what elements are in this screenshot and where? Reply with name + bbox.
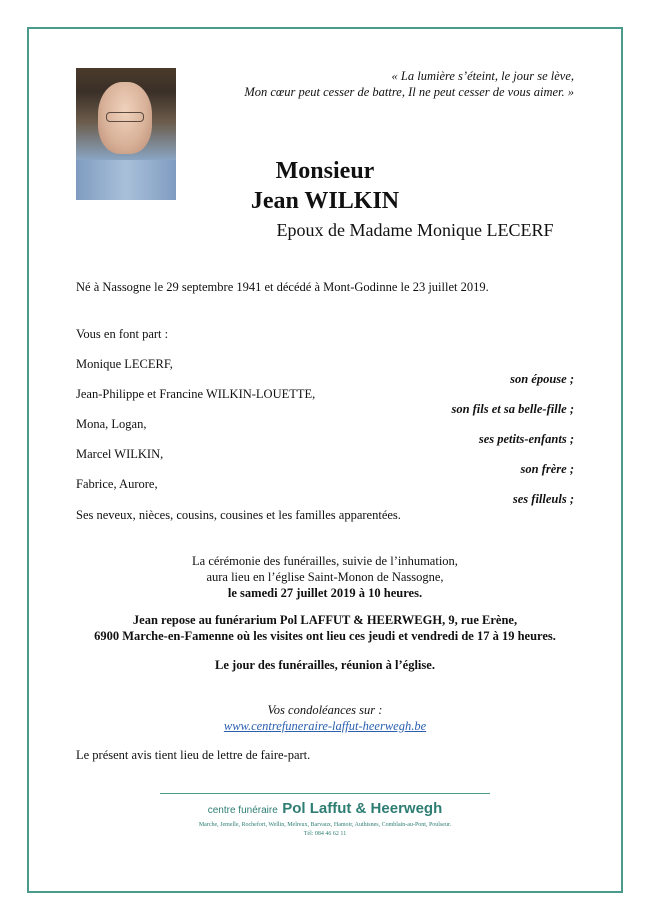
notice-line: Le présent avis tient lieu de lettre de faire-part. — [76, 748, 311, 762]
gathering-line: Le jour des funérailles, réunion à l’église. — [215, 658, 435, 672]
quote-line-1: « La lumière s’éteint, le jour se lève, — [391, 69, 574, 83]
ceremony-line-2: aura lieu en l’église Saint-Monon de Nassogne, — [206, 570, 444, 584]
footer-divider — [160, 793, 490, 794]
family-relation-5: ses filleuls ; — [512, 492, 574, 506]
family-relation-4: son frère ; — [520, 462, 574, 476]
footer-phone: Tél: 084 46 62 11 — [303, 831, 347, 837]
condolences-label: Vos condoléances sur : — [267, 703, 383, 717]
family-names-1: Monique LECERF, — [76, 357, 173, 371]
footer-towns: Marche, Jemelle, Rochefort, Wellin, Melreux, Barvaux, Hamoir, Authisnes, Comblain-au-Pont, Poulseur. — [198, 822, 452, 828]
spouse-line: Epoux de Madame Monique LECERF — [276, 220, 554, 240]
portrait-glasses — [106, 112, 144, 122]
family-names-4: Marcel WILKIN, — [76, 447, 164, 461]
family-relation-2: son fils et sa belle-fille ; — [451, 402, 574, 416]
birth-death-line: Né à Nassogne le 29 septembre 1941 et décédé à Mont-Godinne le 23 juillet 2019. — [76, 280, 489, 294]
visitation-line-1: Jean repose au funérarium Pol LAFFUT & HEERWEGH, 9, rue Erène, — [132, 613, 518, 627]
ceremony-date: le samedi 27 juillet 2019 à 10 heures. — [227, 586, 423, 600]
extended-family-line: Ses neveux, nièces, cousins, cousines et les familles apparentées. — [76, 508, 401, 522]
family-names-2: Jean-Philippe et Francine WILKIN-LOUETTE, — [76, 387, 316, 401]
family-names-5: Fabrice, Aurore, — [76, 477, 158, 491]
quote-line-2: Mon cœur peut cesser de battre, Il ne peut cesser de vous aimer. » — [244, 85, 574, 99]
deceased-name: Jean WILKIN — [250, 188, 400, 214]
family-names-3: Mona, Logan, — [76, 417, 147, 431]
announcement-intro: Vous en font part : — [76, 327, 169, 341]
condolences-link-row — [0, 718, 650, 734]
family-relation-1: son épouse ; — [510, 372, 574, 386]
footer-brand-name: Pol Laffut & Heerwegh — [282, 800, 443, 817]
ceremony-line-1: La cérémonie des funérailles, suivie de l’inhumation, — [192, 554, 458, 568]
family-relation-3: ses petits-enfants ; — [478, 432, 574, 446]
footer-logo — [0, 800, 650, 818]
condolences-link[interactable]: www.centrefuneraire-laffut-heerwegh.be — [223, 719, 427, 733]
visitation-line-2: 6900 Marche-en-Famenne où les visites ont lieu ces jeudi et vendredi de 17 à 19 heures. — [94, 629, 556, 643]
footer-small-text: centre funéraire — [207, 805, 278, 816]
deceased-title: Monsieur — [275, 158, 375, 184]
